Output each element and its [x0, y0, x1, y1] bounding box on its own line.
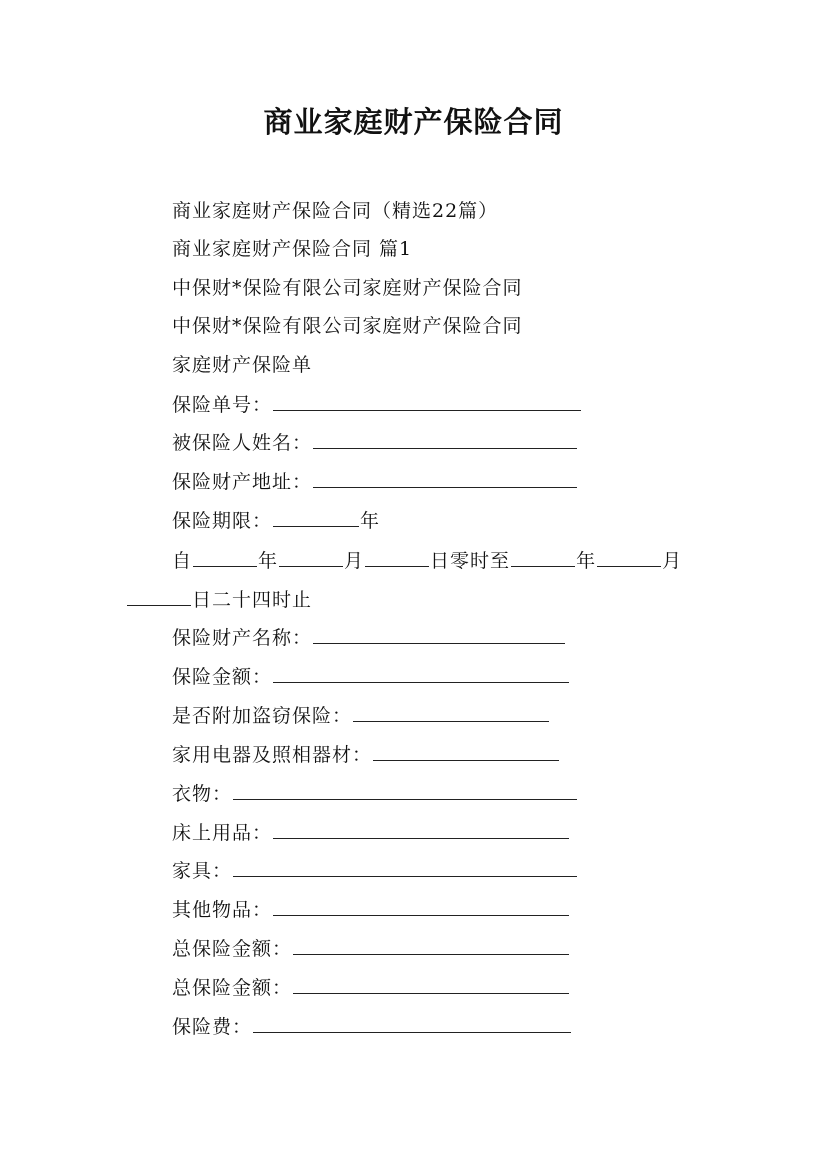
form-field-other-items [172, 897, 570, 923]
fill-blank [293, 975, 569, 994]
form-field-total-amount [172, 936, 570, 962]
field-label: 保险财产名称： [172, 627, 313, 649]
fill-blank [293, 936, 569, 955]
field-label: 保险费： [172, 1016, 253, 1038]
form-field-theft-insurance [172, 703, 550, 729]
fill-blank [313, 430, 577, 449]
field-label: 衣物： [172, 783, 233, 805]
fill-blank [233, 858, 577, 877]
text-line: 家庭财产保险单 [172, 354, 313, 376]
field-label: 保险单号： [172, 394, 273, 416]
form-field-insured-amount [172, 664, 570, 690]
fill-blank [273, 392, 581, 411]
form-field-date-range [172, 548, 682, 574]
text-line: 商业家庭财产保险合同 篇1 [172, 238, 413, 260]
text-line: 商业家庭财产保险合同（精选22篇） [172, 200, 499, 222]
field-unit: 年 [360, 510, 381, 532]
fill-blank [313, 625, 565, 644]
field-unit: 年 [258, 550, 279, 572]
field-label: 保险财产地址： [172, 471, 313, 493]
text-line: 中保财*保险有限公司家庭财产保险合同 [172, 277, 523, 299]
field-label: 家具： [172, 860, 233, 882]
fill-blank [253, 1014, 571, 1033]
field-label: 总保险金额： [172, 977, 293, 999]
form-field-total-amount [172, 975, 570, 1001]
field-label: 是否附加盗窃保险： [172, 705, 353, 727]
field-label: 保险期限： [172, 510, 273, 532]
fill-blank [127, 587, 191, 606]
fill-blank [373, 742, 559, 761]
text-line: 中保财*保险有限公司家庭财产保险合同 [172, 315, 523, 337]
form-field-property-address [172, 469, 578, 495]
form-field-property-name [172, 625, 566, 651]
field-label: 家用电器及照相器材： [172, 744, 373, 766]
field-label: 被保险人姓名： [172, 432, 313, 454]
field-label: 床上用品： [172, 822, 273, 844]
form-field-insured-name [172, 430, 578, 456]
fill-blank [511, 548, 575, 567]
form-field-appliances [172, 742, 560, 768]
fill-blank [313, 469, 577, 488]
field-unit: 月 [662, 550, 683, 572]
form-field-premium [172, 1014, 572, 1040]
fill-blank [353, 703, 549, 722]
fill-blank [365, 548, 429, 567]
field-unit: 年 [576, 550, 597, 572]
field-label: 自 [172, 550, 193, 572]
fill-blank [273, 508, 359, 527]
form-field-clothing [172, 781, 578, 807]
form-field-policy-no [172, 392, 582, 418]
field-label: 保险金额： [172, 666, 273, 688]
fill-blank [273, 820, 569, 839]
fill-blank [233, 781, 577, 800]
field-unit: 月 [344, 550, 365, 572]
form-field-furniture [172, 858, 578, 884]
field-label: 其他物品： [172, 899, 273, 921]
field-unit: 日零时至 [430, 550, 511, 572]
fill-blank [273, 897, 569, 916]
form-field-bedding [172, 820, 570, 846]
document-title: 商业家庭财产保险合同 [263, 105, 564, 139]
fill-blank [597, 548, 661, 567]
form-field-date-range-end [126, 587, 312, 613]
field-unit: 日二十四时止 [192, 589, 313, 611]
fill-blank [279, 548, 343, 567]
field-label: 总保险金额： [172, 938, 293, 960]
fill-blank [273, 664, 569, 683]
fill-blank [193, 548, 257, 567]
form-field-period [172, 508, 380, 534]
